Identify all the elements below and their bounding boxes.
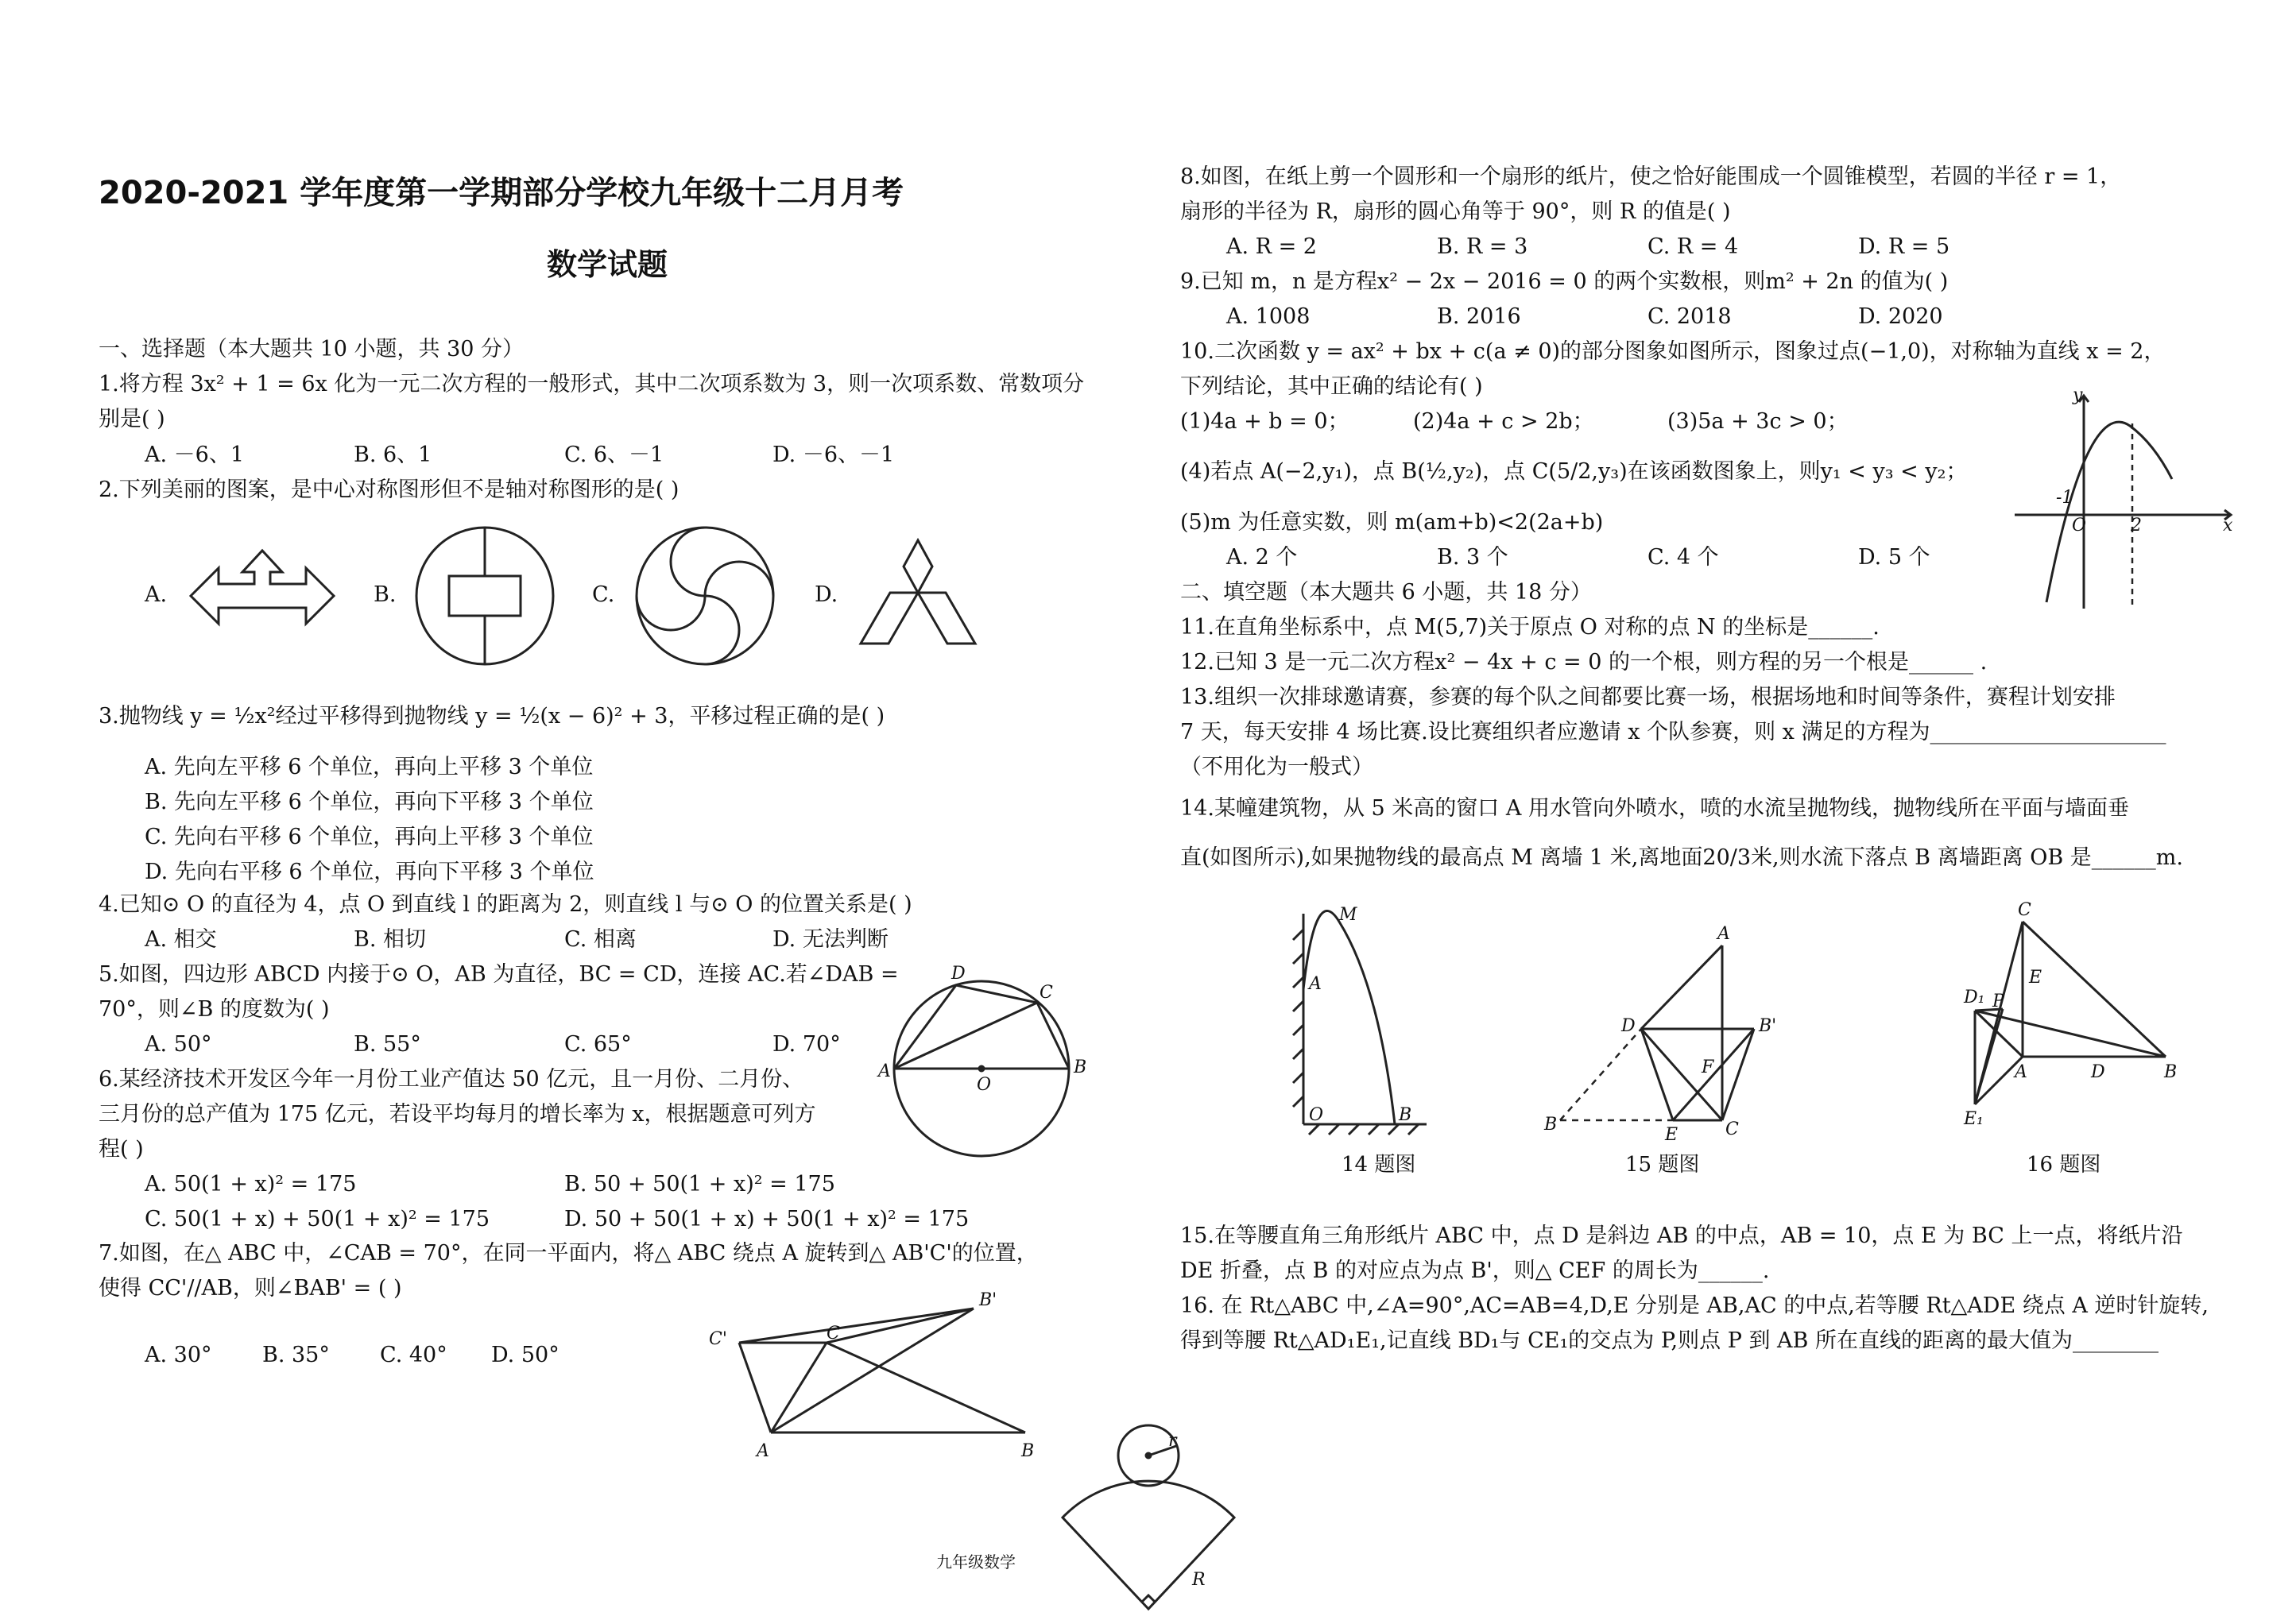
q14-label-m: M <box>1339 905 1357 925</box>
q10-label-minus1: -1 <box>2056 488 2073 508</box>
q14-label-a: A <box>1309 974 1322 994</box>
q2-label-b: B. <box>374 582 397 607</box>
q9-opt-b: B. 2016 <box>1437 304 1521 329</box>
q16-label-b: B <box>2164 1062 2178 1082</box>
q9-line1: 9.已知 m，n 是方程x² − 2x − 2016 = 0 的两个实数根，则m² + 2n 的值为( ) <box>1180 269 1949 294</box>
caption-14: 14 题图 <box>1342 1153 1416 1177</box>
q7-label-b: B <box>1021 1441 1035 1461</box>
q1-opt-d: D. －6、－1 <box>772 443 895 467</box>
q6-opt-a: A. 50(1 + x)² = 175 <box>145 1172 357 1197</box>
q7-label-c-prime: C' <box>709 1329 727 1349</box>
q5-figure <box>878 961 1093 1160</box>
q10-opt-c: C. 4 个 <box>1647 545 1719 570</box>
q2-figure-c <box>633 524 776 667</box>
q3-opt-c: C. 先向右平移 6 个单位，再向上平移 3 个单位 <box>145 825 594 849</box>
q15-label-b-prime: B' <box>1759 1016 1777 1036</box>
q5-opt-b: B. 55° <box>354 1032 421 1057</box>
q6-opt-d: D. 50 + 50(1 + x) + 50(1 + x)² = 175 <box>564 1207 970 1231</box>
q9-opt-c: C. 2018 <box>1647 304 1732 329</box>
section-choice: 一、选择题（本大题共 10 小题，共 30 分） <box>99 337 525 362</box>
q16-label-e: E <box>2029 968 2042 988</box>
q10-figure <box>2007 385 2237 614</box>
q7-opt-b: B. 35° <box>262 1343 330 1367</box>
caption-16: 16 题图 <box>2027 1153 2101 1177</box>
q15-label-b: B <box>1544 1115 1558 1135</box>
q10-opt-b: B. 3 个 <box>1437 545 1508 570</box>
q13-line1: 13.组织一次排球邀请赛，参赛的每个队之间都要比赛一场，根据场地和时间等条件，赛程计划安排 <box>1180 685 2116 709</box>
q5-opt-a: A. 50° <box>145 1032 212 1057</box>
q1-line1: 1.将方程 3x² + 1 = 6x 化为一元二次方程的一般形式，其中二次项系数为 3，则一次项系数、常数项分 <box>99 372 1085 396</box>
q8-label-big-r: R <box>1192 1570 1206 1590</box>
q2-figure-a <box>183 544 342 648</box>
q1-opt-c: C. 6、－1 <box>564 443 664 467</box>
section-fill: 二、填空题（本大题共 6 小题，共 18 分） <box>1180 580 1592 605</box>
q8-figure <box>1045 1422 1260 1617</box>
q7-opt-a: A. 30° <box>145 1343 212 1367</box>
q16-label-e1: E₁ <box>1964 1109 1984 1129</box>
q7-line1: 7.如图，在△ ABC 中，∠CAB = 70°，在同一平面内，将△ ABC 绕点 A 旋转到△ AB'C'的位置， <box>99 1241 1038 1266</box>
q10-label-o: O <box>2072 516 2087 535</box>
q2-line1: 2.下列美丽的图案，是中心对称图形但不是轴对称图形的是( ) <box>99 477 680 502</box>
q14-label-b: B <box>1399 1105 1412 1125</box>
q2-label-c: C. <box>592 582 615 607</box>
q4-opt-b: B. 相切 <box>354 927 427 952</box>
q10-line2: 下列结论，其中正确的结论有( ) <box>1180 374 1483 399</box>
page-title: 2020-2021 学年度第一学期部分学校九年级十二月月考 <box>99 175 904 211</box>
footer-label: 九年级数学 <box>936 1552 1016 1572</box>
q14-line2: 直(如图所示),如果抛物线的最高点 M 离墙 1 米,离地面20/3米,则水流下落点 B 离墙距离 OB 是______m. <box>1180 845 2183 870</box>
q3-opt-d: D. 先向右平移 6 个单位，再向下平移 3 个单位 <box>145 860 594 884</box>
caption-15: 15 题图 <box>1625 1153 1700 1177</box>
q4-opt-d: D. 无法判断 <box>772 927 889 952</box>
q6-line1: 6.某经济技术开发区今年一月份工业产值达 50 亿元，且一月份、二月份、 <box>99 1067 804 1092</box>
q8-opt-a: A. R = 2 <box>1226 234 1317 259</box>
q9-opt-d: D. 2020 <box>1858 304 1943 329</box>
q10-line1: 10.二次函数 y = ax² + bx + c(a ≠ 0)的部分图象如图所示，图象过点(−1,0)，对称轴为直线 x = 2， <box>1180 339 2166 364</box>
q2-label-a: A. <box>145 582 168 607</box>
q9-opt-a: A. 1008 <box>1226 304 1311 329</box>
q10-conclusion-3: (3)5a + 3c > 0； <box>1667 409 1849 434</box>
q7-opt-d: D. 50° <box>491 1343 559 1367</box>
q16-label-a: A <box>2015 1062 2027 1082</box>
page-subtitle: 数学试题 <box>547 247 668 282</box>
q15-label-a: A <box>1717 924 1730 944</box>
q6-line2: 三月份的总产值为 175 亿元，若设平均每月的增长率为 x，根据题意可列方 <box>99 1102 816 1127</box>
q10-opt-a: A. 2 个 <box>1226 545 1298 570</box>
q7-figure <box>699 1283 1057 1466</box>
q15-label-f: F <box>1702 1057 1714 1077</box>
q4-opt-a: A. 相交 <box>145 927 217 952</box>
q3-opt-a: A. 先向左平移 6 个单位，再向上平移 3 个单位 <box>145 755 594 779</box>
q7-label-a: A <box>757 1441 769 1461</box>
q10-conclusion-4: (4)若点 A(−2,y₁)，点 B(½,y₂)，点 C(5/2,y₃)在该函数图象上，则y₁ < y₃ < y₂； <box>1180 459 1968 484</box>
q2-label-d: D. <box>815 582 838 607</box>
q16-label-p: P <box>1992 992 2004 1011</box>
q7-opt-c: C. 40° <box>380 1343 447 1367</box>
q8-opt-b: B. R = 3 <box>1437 234 1528 259</box>
q15-label-e: E <box>1665 1125 1678 1145</box>
q6-opt-b: B. 50 + 50(1 + x)² = 175 <box>564 1172 835 1197</box>
q15-line2: DE 折叠，点 B 的对应点为点 B'，则△ CEF 的周长为______. <box>1180 1258 1770 1283</box>
q4-line1: 4.已知⊙ O 的直径为 4，点 O 到直线 l 的距离为 2，则直线 l 与⊙ O 的位置关系是( ) <box>99 892 912 917</box>
q8-line1: 8.如图，在纸上剪一个圆形和一个扇形的纸片，使之恰好能围成一个圆锥模型，若圆的半径 r = 1， <box>1180 164 2122 189</box>
q10-opt-d: D. 5 个 <box>1858 545 1930 570</box>
q3-line1: 3.抛物线 y = ½x²经过平移得到抛物线 y = ½(x − 6)² + 3，平移过程正确的是( ) <box>99 704 885 729</box>
q3-opt-b: B. 先向左平移 6 个单位，再向下平移 3 个单位 <box>145 790 594 814</box>
q10-label-y: y <box>2073 385 2083 405</box>
q8-opt-d: D. R = 5 <box>1858 234 1950 259</box>
q14-figure <box>1276 898 1450 1144</box>
q8-opt-c: C. R = 4 <box>1647 234 1739 259</box>
q16-figure <box>1959 898 2186 1144</box>
q5-opt-d: D. 70° <box>772 1032 841 1057</box>
q8-line2: 扇形的半径为 R，扇形的圆心角等于 90°，则 R 的值是( ) <box>1180 199 1731 224</box>
q4-opt-c: C. 相离 <box>564 927 637 952</box>
q15-line1: 15.在等腰直角三角形纸片 ABC 中，点 D 是斜边 AB 的中点，AB = 10，点 E 为 BC 上一点，将纸片沿 <box>1180 1224 2183 1248</box>
q16-label-d1: D₁ <box>1964 988 1985 1007</box>
q10-conclusion-5: (5)m 为任意实数，则 m(am+b)<2(2a+b) <box>1180 510 1604 535</box>
q8-label-r: r <box>1168 1431 1177 1451</box>
q5-line2: 70°，则∠B 的度数为( ) <box>99 997 330 1022</box>
q5-opt-c: C. 65° <box>564 1032 632 1057</box>
q13-line2: 7 天，每天安排 4 场比赛.设比赛组织者应邀请 x 个队参赛，则 x 满足的方程为______________________ <box>1180 720 2166 744</box>
q1-line2: 别是( ) <box>99 407 165 431</box>
q2-figure-b <box>413 524 556 667</box>
q5-line1: 5.如图，四边形 ABCD 内接于⊙ O，AB 为直径，BC = CD，连接 AC.若∠DAB = <box>99 962 899 987</box>
q5-label-b: B <box>1074 1057 1087 1077</box>
q14-label-o: O <box>1309 1105 1324 1125</box>
q2-figure-d <box>854 536 982 648</box>
q1-opt-a: A. －6、1 <box>145 443 245 467</box>
q12-line1: 12.已知 3 是一元二次方程x² − 4x + c = 0 的一个根，则方程的另一个根是______ . <box>1180 650 1988 675</box>
q6-line3: 程( ) <box>99 1137 144 1162</box>
q10-label-2: 2 <box>2131 516 2142 535</box>
q14-line1: 14.某幢建筑物，从 5 米高的窗口 A 用水管向外喷水，喷的水流呈抛物线，抛物线所在平面与墙面垂 <box>1180 796 2129 821</box>
q15-label-d: D <box>1621 1016 1636 1036</box>
q15-figure <box>1538 922 1777 1145</box>
q7-label-c: C <box>827 1324 840 1344</box>
q10-conclusion-2: (2)4a + c > 2b； <box>1413 409 1594 434</box>
q16-label-c: C <box>2018 900 2031 920</box>
q11-line1: 11.在直角坐标系中，点 M(5,7)关于原点 O 对称的点 N 的坐标是______. <box>1180 615 1880 640</box>
q1-opt-b: B. 6、1 <box>354 443 432 467</box>
q16-line1: 16. 在 Rt△ABC 中,∠A=90°,AC=AB=4,D,E 分别是 AB,AC 的中点,若等腰 Rt△ADE 绕点 A 逆时针旋转, <box>1180 1293 2209 1318</box>
q5-label-a: A <box>878 1061 891 1081</box>
q15-label-c: C <box>1725 1119 1739 1139</box>
q6-opt-c: C. 50(1 + x) + 50(1 + x)² = 175 <box>145 1207 490 1231</box>
q10-label-x: x <box>2223 516 2233 535</box>
q16-line2: 得到等腰 Rt△AD₁E₁,记直线 BD₁与 CE₁的交点为 P,则点 P 到 AB 所在直线的距离的最大值为________ <box>1180 1328 2159 1353</box>
q7-line2: 使得 CC'//AB，则∠BAB' = ( ) <box>99 1276 402 1301</box>
q5-label-o: O <box>977 1075 992 1095</box>
q13-line3: （不用化为一般式） <box>1180 755 1373 779</box>
q5-label-d: D <box>951 964 966 984</box>
q7-label-b-prime: B' <box>979 1290 997 1310</box>
q5-label-c: C <box>1040 983 1053 1003</box>
q16-label-d: D <box>2091 1062 2105 1082</box>
q10-conclusion-1: (1)4a + b = 0； <box>1180 409 1349 434</box>
